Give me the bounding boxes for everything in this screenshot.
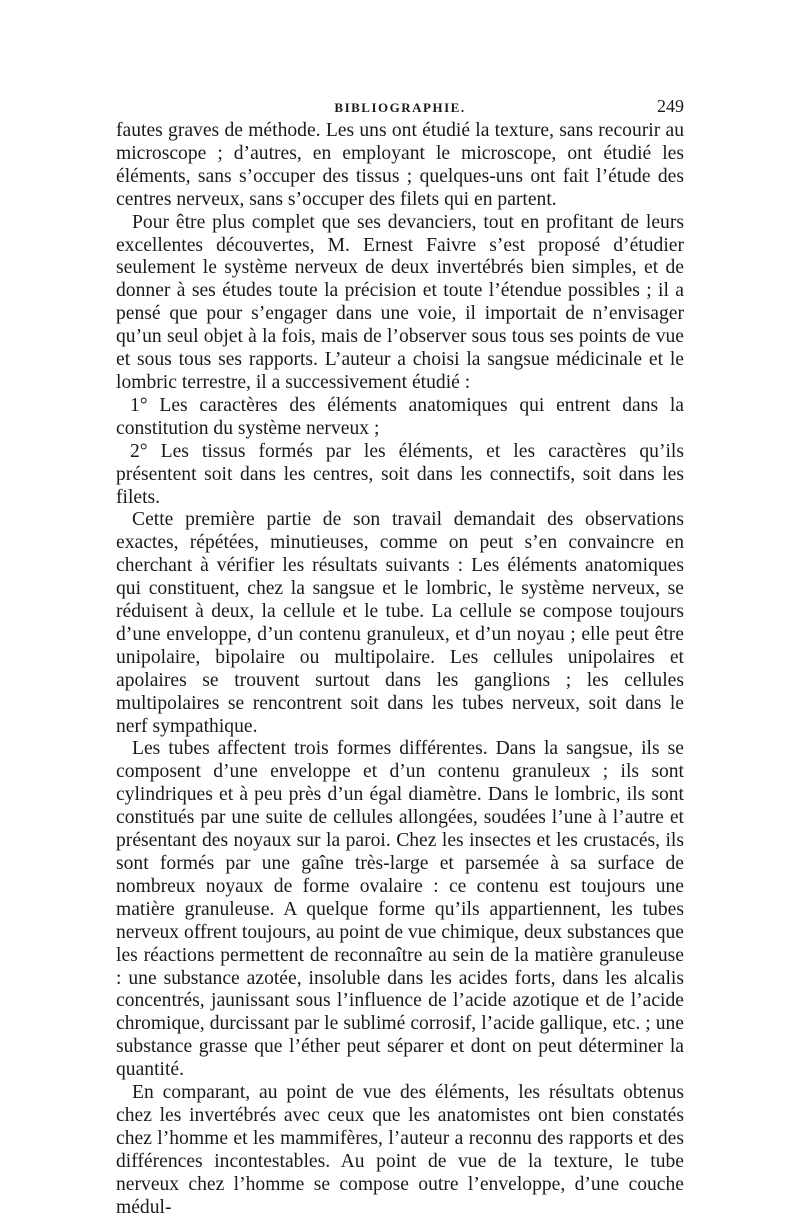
page-number: 249 xyxy=(657,96,684,116)
page-body xyxy=(116,120,684,1220)
paragraph-tubes: Les tubes affectent trois formes différentes. Dans la sangsue, ils se composent d’une enveloppe et d’un contenu granuleux ; ils sont cylindriques et à peu près d’un égal diamètre. Dans le lombric, ils sont constitués par une suite de cellules allongées, soudées l’une à l’autre et présentant des noyaux sur la paroi. Chez les insectes et les crustacés, ils sont formés par une gaîne très-large et parsemée à sa surface de nombreux noyaux de forme ovalaire : ce contenu est toujours une matière granuleuse. A quelque forme qu’ils appartiennent, les tubes nerveux offrent toujours, au point de vue chimique, deux substances que les réactions permettent de reconnaître au sein de la matière granuleuse : une substance azotée, insoluble dans les acides forts, dans les alcalis concentrés, jaunissant sous l’influence de l’acide azotique et de l’acide chromique, durcissant par le sublimé corrosif, l’acide gallique, etc. ; une substance grasse que l’éther peut séparer et dont on peut déterminer la quantité. xyxy=(116,738,684,1081)
running-title: BIBLIOGRAPHIE. xyxy=(334,100,466,115)
page-header xyxy=(116,96,684,120)
list-item-first: 1° Les caractères des éléments anatomiques qui entrent dans la constitution du système nerveux ; xyxy=(116,394,684,439)
book-page xyxy=(116,96,684,1220)
paragraph-elements: Cette première partie de son travail demandait des observations exactes, répétées, minutieuses, comme on peut s’en convaincre en cherchant à vérifier les résultats suivants : Les éléments anatomiques qui constituent, chez la sangsue et le lombric, le système nerveux, se réduisent à deux, la cellule et le tube. La cellule se compose toujours d’une enveloppe, d’un contenu granuleux, et d’un noyau ; elle peut être unipolaire, bipolaire ou multipolaire. Les cellules unipolaires et apolaires se trouvent surtout dans les ganglions ; les cellules multipolaires se rencontrent soit dans les tubes nerveux, soit dans le nerf sympathique. xyxy=(116,509,684,737)
paragraph-method: Pour être plus complet que ses devanciers, tout en profitant de leurs excellentes découvertes, M. Ernest Faivre s’est proposé d’étudier seulement le système nerveux de deux invertébrés bien simples, et de donner à ses études toute la précision et toute l’étendue possibles ; il a pensé que pour s’engager dans une voie, il importait de n’envisager qu’un seul objet à la fois, mais de l’observer sous tous ses points de vue et sous tous ses rapports. L’auteur a choisi la sangsue médicinale et le lombric terrestre, il a successivement étudié : xyxy=(116,211,684,393)
paragraph-comparison: En comparant, au point de vue des éléments, les résultats obtenus chez les invertébrés avec ceux que les anatomistes ont bien constatés chez l’homme et les mammifères, l’auteur a reconnu des rapports et des différences incontestables. Au point de vue de la texture, le tube nerveux chez l’homme se compose outre l’enveloppe, d’une couche médul- xyxy=(116,1082,684,1218)
list-item-second: 2° Les tissus formés par les éléments, et les caractères qu’ils présentent soit dans les centres, soit dans les connectifs, soit dans les filets. xyxy=(116,440,684,508)
paragraph-continuation: fautes graves de méthode. Les uns ont étudié la texture, sans recourir au microscope ; d’autres, en employant le microscope, ont étudié les éléments, sans s’occuper des tissus ; quelques-uns ont fait l’étude des centres nerveux, sans s’occuper des filets qui en partent. xyxy=(116,120,684,210)
